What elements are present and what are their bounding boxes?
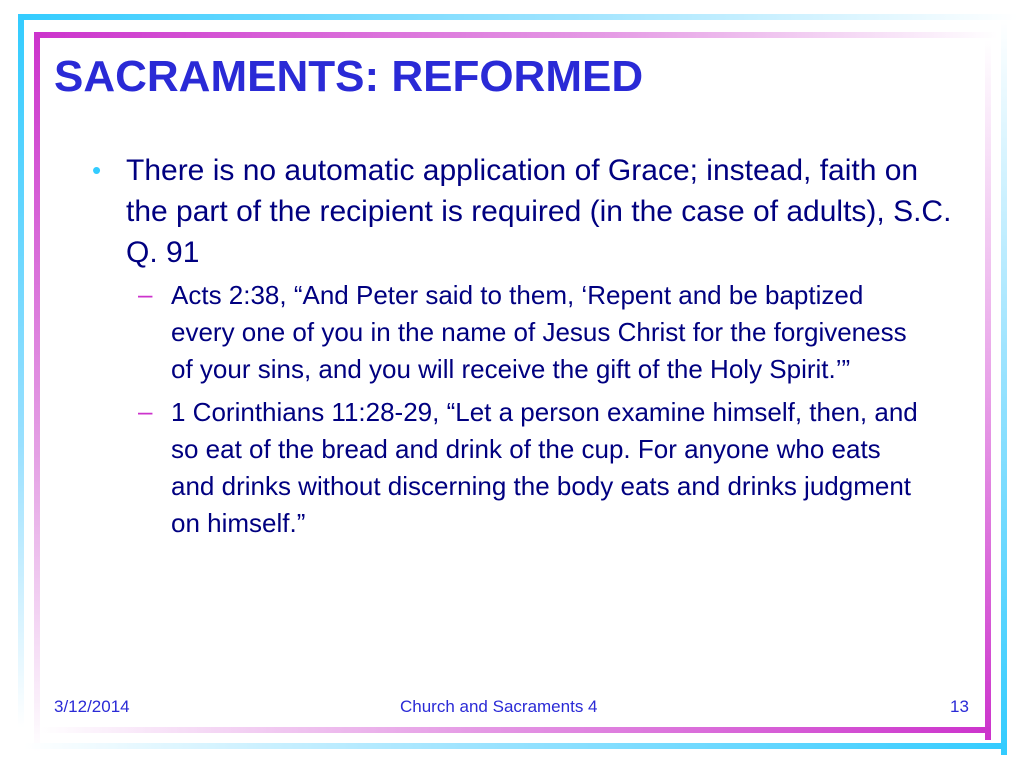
footer-title: Church and Sacraments 4 [400,697,598,716]
bullet-dot-icon: • [92,155,102,185]
bullet-item [86,150,966,273]
frame-right-magenta-bar [985,40,991,740]
slide-number: 13 [950,697,969,716]
sub-bullet-item [86,394,931,542]
dash-icon: – [138,279,153,309]
frame-right-cyan-bar [1001,20,1007,755]
bullet-text: There is no automatic application of Grace; instead, faith on the part of the recipient is required (in the case of adults), S.C. Q. 91 [126,154,952,269]
frame-left-magenta-bar [34,32,40,752]
slide-body [86,150,966,548]
slide-title: SACRAMENTS: REFORMED [54,52,644,101]
sub-bullet-text: Acts 2:38, “And Peter said to them, ‘Repent and be baptized every one of you in the name of Jesus Christ for the forgiveness of your sins, and you will receive the gift of the Holy Spirit.’” [171,280,907,384]
frame-left-cyan-bar [18,14,24,728]
frame-top-cyan-bar [18,14,1018,20]
sub-bullet-item [86,277,931,388]
sub-bullet-text: 1 Corinthians 11:28-29, “Let a person examine himself, then, and so eat of the bread and drink of the cup. For anyone who eats and drinks without discerning the body eats and drinks judgment on himself.” [171,397,918,538]
frame-top-magenta-bar [34,32,998,38]
footer-date: 3/12/2014 [54,697,130,716]
frame-bottom-cyan-bar [24,743,1007,749]
dash-icon: – [138,396,153,426]
frame-bottom-magenta-bar [40,727,990,733]
